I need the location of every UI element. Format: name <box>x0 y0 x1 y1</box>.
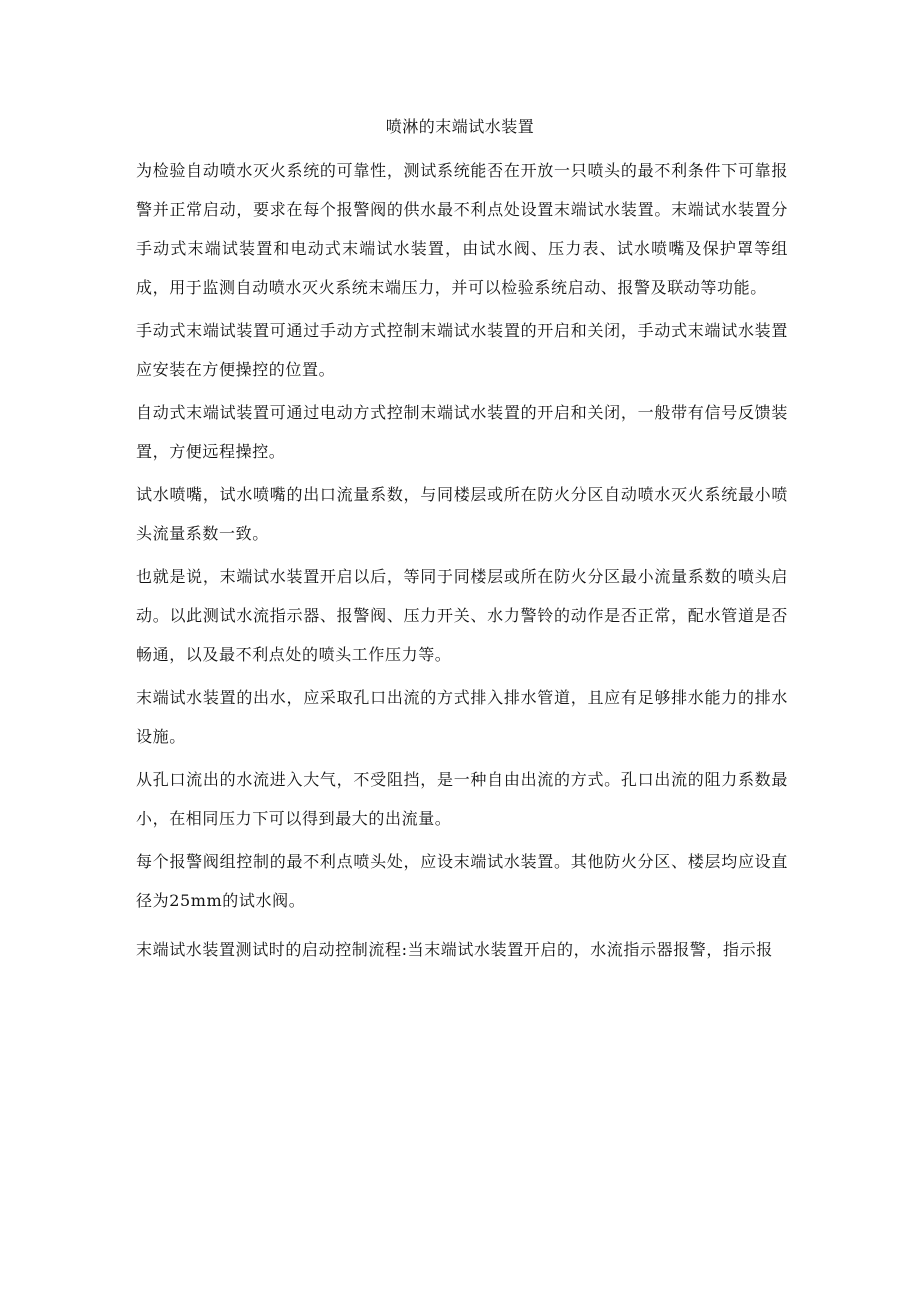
document-title: 喷淋的末端试水装置 <box>385 117 535 136</box>
paragraph-drainage: 末端试水装置的出水，应采取孔口出流的方式排入排水管道，且应有足够排水能力的排水设施。 <box>136 688 788 746</box>
paragraph-test-nozzle: 试水喷嘴，试水喷嘴的出口流量系数，与同楼层或所在防火分区自动喷水灭火系统最小喷头流量系数一致。 <box>136 485 788 543</box>
paragraph-placement: 每个报警阀组控制的最不利点喷头处，应设末端试水装置。其他防火分区、楼层均应设直径为25mm的试水阀。 <box>136 852 788 910</box>
paragraph-orifice-flow: 从孔口流出的水流进入大气，不受阻挡，是一种自由出流的方式。孔口出流的阻力系数最小，在相同压力下可以得到最大的出流量。 <box>136 770 788 828</box>
paragraph-automatic-device: 自动式末端试装置可通过电动方式控制末端试水装置的开启和关闭，一般带有信号反馈装置，方便远程操控。 <box>136 403 788 461</box>
paragraph-control-flow: 末端试水装置测试时的启动控制流程:当末端试水装置开启的，水流指示器报警，指示报 <box>136 940 773 959</box>
document-body <box>136 151 788 973</box>
paragraph-overview: 为检验自动喷水灭火系统的可靠性，测试系统能否在开放一只喷头的最不利条件下可靠报警并正常启动，要求在每个报警阀的供水最不利点处设置末端试水装置。末端试水装置分手动式末端试装置和电动式末端试水装置，由试水阀、压力表、试水喷嘴及保护罩等组成，用于监测自动喷水灭火系统末端压力，并可以检验系统启动、报警及联动等功能。 <box>136 161 788 297</box>
paragraph-manual-device: 手动式末端试装置可通过手动方式控制末端试水装置的开启和关闭，手动式末端试水装置应安装在方便操控的位置。 <box>136 321 788 379</box>
paragraph-equivalence: 也就是说，末端试水装置开启以后，等同于同楼层或所在防火分区最小流量系数的喷头启动。以此测试水流指示器、报警阀、压力开关、水力警铃的动作是否正常，配水管道是否畅通，以及最不利点处的喷头工作压力等。 <box>136 567 788 664</box>
